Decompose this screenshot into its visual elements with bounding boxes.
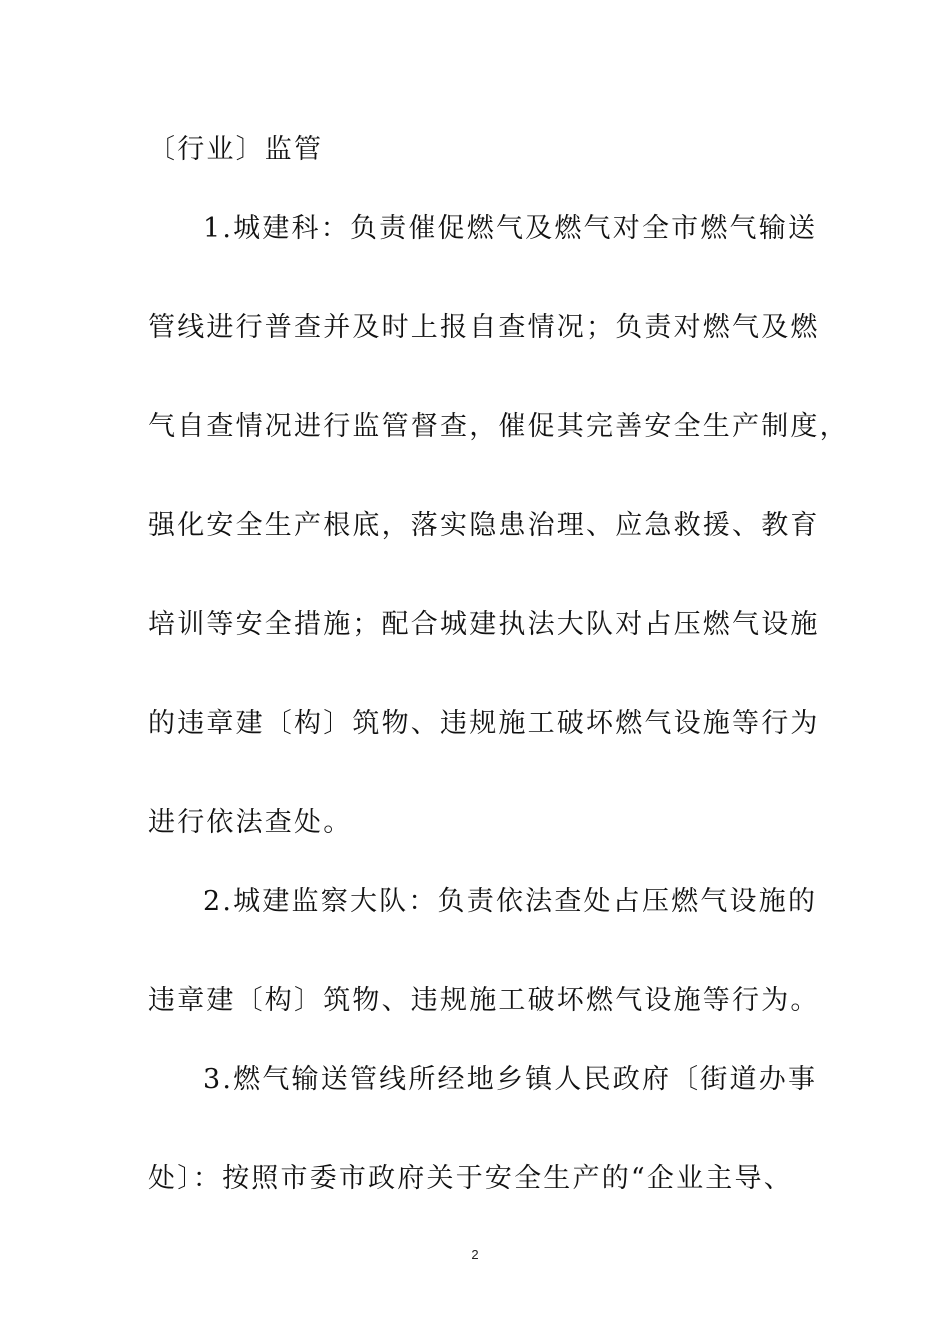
text-line: 气自查情况进行监管督查，催促其完善安全生产制度， xyxy=(148,411,849,442)
text-line: 进行依法查处。 xyxy=(148,807,353,838)
text-line: 的违章建〔构〕筑物、违规施工破坏燃气设施等行为 xyxy=(148,708,820,739)
page-number: 2 xyxy=(471,1247,479,1262)
text-line-item-2-start: 2.城建监察大队：负责依法查处占压燃气设施的 xyxy=(203,886,818,917)
text-line-item-1-start: 1.城建科：负责催促燃气及燃气对全市燃气输送 xyxy=(203,213,818,244)
text-line: 强化安全生产根底，落实隐患治理、应急救援、教育 xyxy=(148,510,820,541)
text-line: 违章建〔构〕筑物、违规施工破坏燃气设施等行为。 xyxy=(148,985,820,1016)
text-line: 管线进行普查并及时上报自查情况；负责对燃气及燃 xyxy=(148,312,820,343)
text-line: 培训等安全措施；配合城建执法大队对占压燃气设施 xyxy=(148,609,820,640)
text-line-item-3-start: 3.燃气输送管线所经地乡镇人民政府〔街道办事 xyxy=(203,1064,818,1095)
text-line: 处〕：按照市委市政府关于安全生产的“企业主导、 xyxy=(148,1163,793,1194)
text-line-section-heading: 〔行业〕监管 xyxy=(148,134,324,165)
